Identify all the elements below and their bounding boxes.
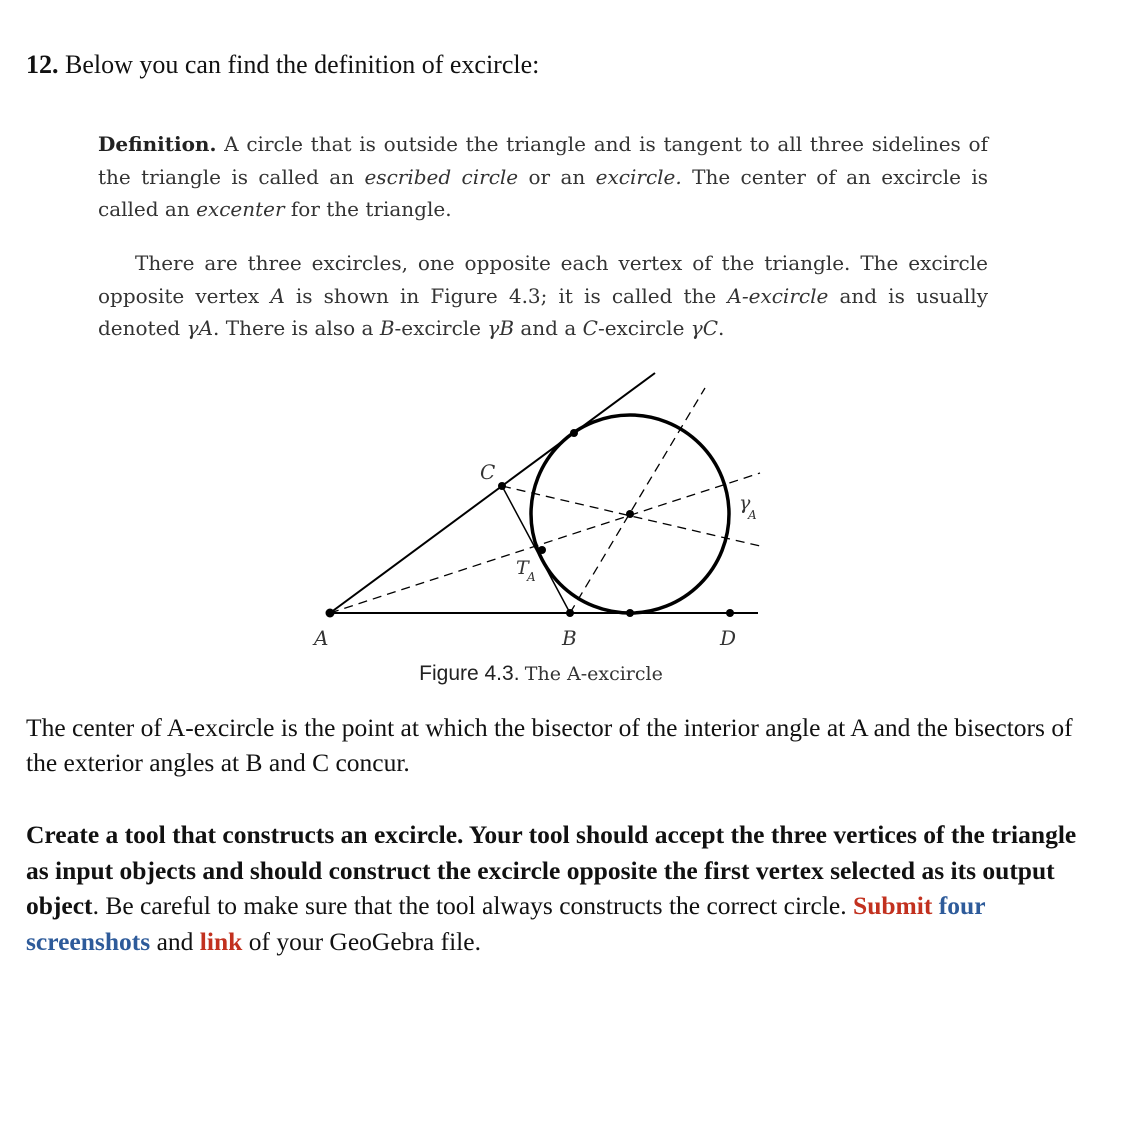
definition-text: A circle that is outside the triangle and is tangent to all three sidelines of the triangle is called an — [98, 132, 988, 189]
excenter-point — [626, 510, 634, 518]
point-a — [326, 609, 335, 618]
vertex-symbol: C — [582, 316, 598, 340]
term-excenter: excenter — [196, 197, 285, 221]
task-text: and — [156, 926, 194, 956]
submit-word: Submit — [853, 891, 933, 920]
question-number: 12. — [26, 50, 59, 79]
definition-text: The center of an excircle is called an — [98, 164, 989, 221]
term-excircle: excircle. — [595, 164, 682, 189]
task-text: of your GeoGebra file. — [248, 926, 481, 956]
task-text: . Be careful to make sure that the tool always constructs the correct circle. — [92, 891, 847, 920]
gamma-a-symbol: γA — [186, 316, 214, 340]
label-gamma: γ — [739, 492, 751, 514]
task-bold-text: Create a tool that constructs an excircle. Your tool should accept the three vertices of the triangle as input objects and should construct the excircle opposite the first vertex selected as its output object — [26, 820, 1077, 920]
point-b — [566, 609, 574, 617]
tangent-point-ab — [626, 609, 634, 617]
definition-label: Definition. — [98, 132, 217, 156]
paragraph-text: and is usually denoted — [98, 283, 988, 340]
paragraph-text: There are three excircles, one opposite each vertex of the triangle. The excircle opposite vertex — [98, 251, 988, 308]
definition-text: or an — [528, 164, 586, 189]
tangent-point-ac — [570, 429, 578, 437]
label-a: A — [314, 626, 329, 650]
figure-caption — [0, 661, 1082, 686]
excenter-paragraph: The center of A-excircle is the point at which the bisector of the interior angle at A and the bisectors of the exterior angles at B and C concur. — [26, 713, 1073, 777]
link-word: link — [199, 926, 243, 956]
label-t: T — [516, 557, 529, 579]
label-b: B — [562, 626, 577, 650]
label-gamma-sub: A — [748, 508, 757, 522]
label-c: C — [480, 460, 496, 484]
point-c — [498, 482, 506, 490]
point-ta — [538, 546, 546, 554]
paragraph-text: is shown in Figure 4.3; it is called the — [295, 283, 717, 308]
term-a-excircle: A-excircle — [727, 283, 829, 308]
label-t-sub: A — [527, 570, 536, 584]
screenshots-phrase: four screenshots — [26, 891, 986, 956]
paragraph-text: and a — [520, 316, 577, 340]
gamma-c-symbol: γC — [690, 316, 719, 340]
label-d: D — [720, 626, 737, 650]
paragraph-text: -excircle — [597, 316, 685, 340]
line-ac — [330, 373, 655, 613]
interior-bisector-a — [330, 473, 760, 613]
paragraph-text: . — [718, 316, 725, 340]
vertex-symbol: A — [270, 283, 285, 308]
task-paragraph — [26, 817, 1096, 959]
gamma-b-symbol: γB — [487, 316, 515, 340]
definition-text: for the triangle. — [290, 197, 452, 221]
caption-figure-number: Figure 4.3. — [419, 662, 520, 685]
paragraph-text: -excircle — [394, 316, 481, 340]
caption-text: The A-excircle — [524, 663, 663, 685]
point-d — [726, 609, 734, 617]
question-heading-text: Below you can find the definition of excircle: — [65, 50, 540, 79]
vertex-symbol: B — [379, 316, 395, 340]
term-escribed-circle: escribed circle — [364, 164, 519, 189]
paragraph-text: . There is also a — [213, 316, 374, 340]
